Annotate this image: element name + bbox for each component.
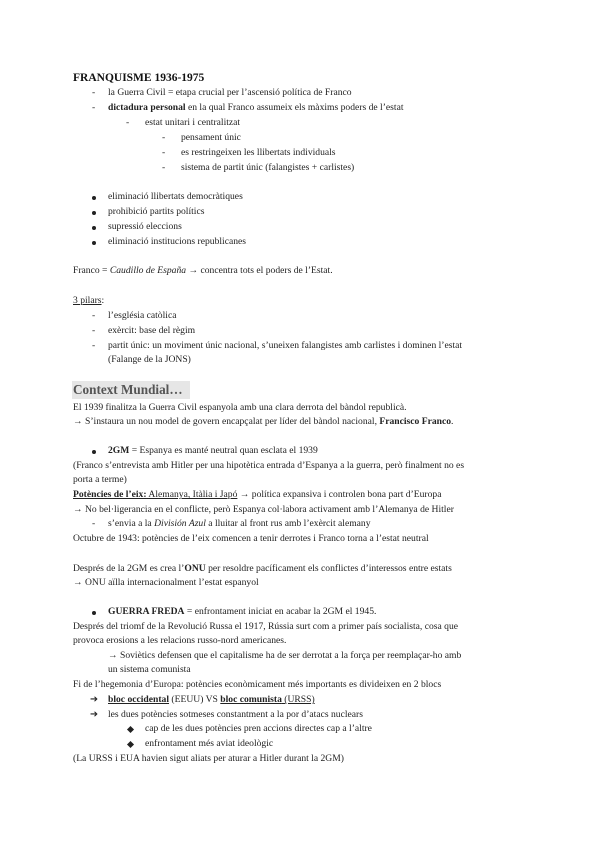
list-item xyxy=(108,444,318,459)
italic-text: Caudillo de España xyxy=(109,265,187,276)
section-heading: Context Mundial… xyxy=(72,381,190,399)
text-span: : xyxy=(101,295,105,306)
list-item: pensament únic xyxy=(181,132,241,143)
list-item xyxy=(108,517,371,532)
list-item xyxy=(108,693,315,708)
paragraph xyxy=(73,415,453,430)
italic-text: División Azul xyxy=(154,518,206,529)
dash-marker: - xyxy=(162,132,166,143)
list-item xyxy=(108,101,404,116)
text-span: → concentra tots el poders de l’Estat. xyxy=(186,265,333,276)
bold-text: GUERRA FREDA xyxy=(108,606,185,617)
paragraph: → Soviètics defensen que el capitalisme ha de ser derrotat a la força per reemplaçar-ho amb xyxy=(108,650,462,661)
diamond-bullet-icon xyxy=(127,741,134,748)
bullet-icon xyxy=(92,241,96,245)
paragraph xyxy=(73,488,441,503)
text-span: en la qual Franco assumeix els màxims poders de l’estat xyxy=(185,102,404,113)
paragraph: porta a terme) xyxy=(73,474,127,485)
list-item: sistema de partit únic (falangistes + carlistes) xyxy=(181,162,355,173)
bold-underlined-text: bloc comunista xyxy=(220,694,282,705)
page-title: FRANQUISME 1936-1975 xyxy=(73,72,205,84)
paragraph: Després del triomf de la Revolució Russa el 1917, Rússia surt com a primer país socialista, cosa que xyxy=(73,621,458,632)
paragraph: (La URSS i EUA havien sigut aliats per aturar a Hitler durant la 2GM) xyxy=(73,753,344,764)
arrow-right-icon: ➔ xyxy=(90,694,99,705)
paragraph: Fi de l’hegemonia d’Europa: potències econòmicament més importants es divideixen en 2 blocs xyxy=(73,679,442,690)
text-span: s’envia a la xyxy=(108,518,155,529)
list-item: l’església catòlica xyxy=(108,310,177,321)
arrow-right-icon: ➔ xyxy=(90,709,99,720)
text-span: = enfrontament iniciat en acabar la 2GM el 1945. xyxy=(184,606,377,617)
text-span: Després de la 2GM es crea l’ xyxy=(73,563,185,574)
pilars-label xyxy=(73,294,104,309)
dash-marker: - xyxy=(162,147,166,158)
paragraph: un sistema comunista xyxy=(108,664,191,675)
list-item: cap de les dues potències pren accions directes cap a l’altre xyxy=(145,723,372,734)
bullet-icon xyxy=(92,196,96,200)
paragraph: Octubre de 1943: potències de l’eix comencen a tenir derrotes i Franco torna a l’estat neutral xyxy=(73,533,429,544)
bold-underlined-text: bloc occidental xyxy=(108,694,170,705)
underlined-text: Alemanya, Itàlia i Japó xyxy=(146,489,238,500)
underlined-text: 3 pilars xyxy=(73,295,102,306)
text-span: → política expansiva i controlen bona part d’Europa xyxy=(237,489,442,500)
list-item: prohibició partits polítics xyxy=(108,206,205,217)
list-item xyxy=(108,605,376,620)
paragraph: → No bel·ligerancia en el conflicte, però Espanya col·labora activament amb l’Alemanya de Hitler xyxy=(73,504,454,515)
list-item: enfrontament més aviat ideològic xyxy=(145,738,274,749)
list-item: (Falange de la JONS) xyxy=(108,354,191,365)
diamond-bullet-icon xyxy=(127,726,134,733)
bullet-icon xyxy=(92,611,96,615)
list-item: estat unitari i centralitzat xyxy=(145,117,241,128)
list-item: supressió eleccions xyxy=(108,221,182,232)
bold-underlined-text: Potències de l’eix: xyxy=(73,489,147,500)
list-item: es restringeixen les llibertats individuals xyxy=(181,147,336,158)
dash-marker: - xyxy=(92,340,96,351)
text-span: per resoldre pacíficament els conflictes d’interessos entre estats xyxy=(205,563,452,574)
text-span: Franco = xyxy=(73,265,110,276)
paragraph: El 1939 finalitza la Guerra Civil espanyola amb una clara derrota del bàndol republicà. xyxy=(73,402,407,413)
franco-line xyxy=(73,264,333,279)
text-span: = Espanya es manté neutral quan esclata el 1939 xyxy=(129,445,318,456)
dash-marker: - xyxy=(92,102,96,113)
list-item: la Guerra Civil = etapa crucial per l’ascensió política de Franco xyxy=(108,87,352,98)
list-item: partit únic: un moviment únic nacional, s’uneixen falangistes amb carlistes i dominen l’estat xyxy=(108,340,463,351)
text-span: . xyxy=(451,416,454,427)
bullet-icon xyxy=(92,226,96,230)
list-item: les dues potències sotmeses constantment a la por d’atacs nuclears xyxy=(108,709,363,720)
dash-marker: - xyxy=(92,518,96,529)
dash-marker: - xyxy=(92,310,96,321)
paragraph: → ONU aïlla internacionalment l’estat espanyol xyxy=(73,577,259,588)
bold-text: ONU xyxy=(184,563,206,574)
paragraph xyxy=(73,562,452,577)
dash-marker: - xyxy=(92,87,96,98)
dash-marker: - xyxy=(126,117,130,128)
list-item: eliminació llibertats democràtiques xyxy=(108,191,243,202)
underlined-text: (URSS) xyxy=(281,694,315,705)
list-item: eliminació institucions republicanes xyxy=(108,236,247,247)
text-span: a lluitar al front rus amb l’exèrcit alemany xyxy=(205,518,371,529)
bullet-icon xyxy=(92,211,96,215)
text-span: → S’instaura un nou model de govern encapçalat per líder del bàndol nacional, xyxy=(73,416,380,427)
list-item: exèrcit: base del règim xyxy=(108,325,196,336)
paragraph: (Franco s’entrevista amb Hitler per una hipotètica entrada d’Espanya a la guerra, però finalment no es xyxy=(73,460,465,471)
bullet-icon xyxy=(92,450,96,454)
dash-marker: - xyxy=(92,325,96,336)
paragraph: provoca erosions a les relacions russo-nord americanes. xyxy=(73,635,287,646)
text-span: (EEUU) VS xyxy=(169,694,221,705)
bold-text: dictadura personal xyxy=(108,102,186,113)
bold-text: Francisco Franco xyxy=(379,416,452,427)
bold-text: 2GM xyxy=(108,445,130,456)
dash-marker: - xyxy=(162,162,166,173)
